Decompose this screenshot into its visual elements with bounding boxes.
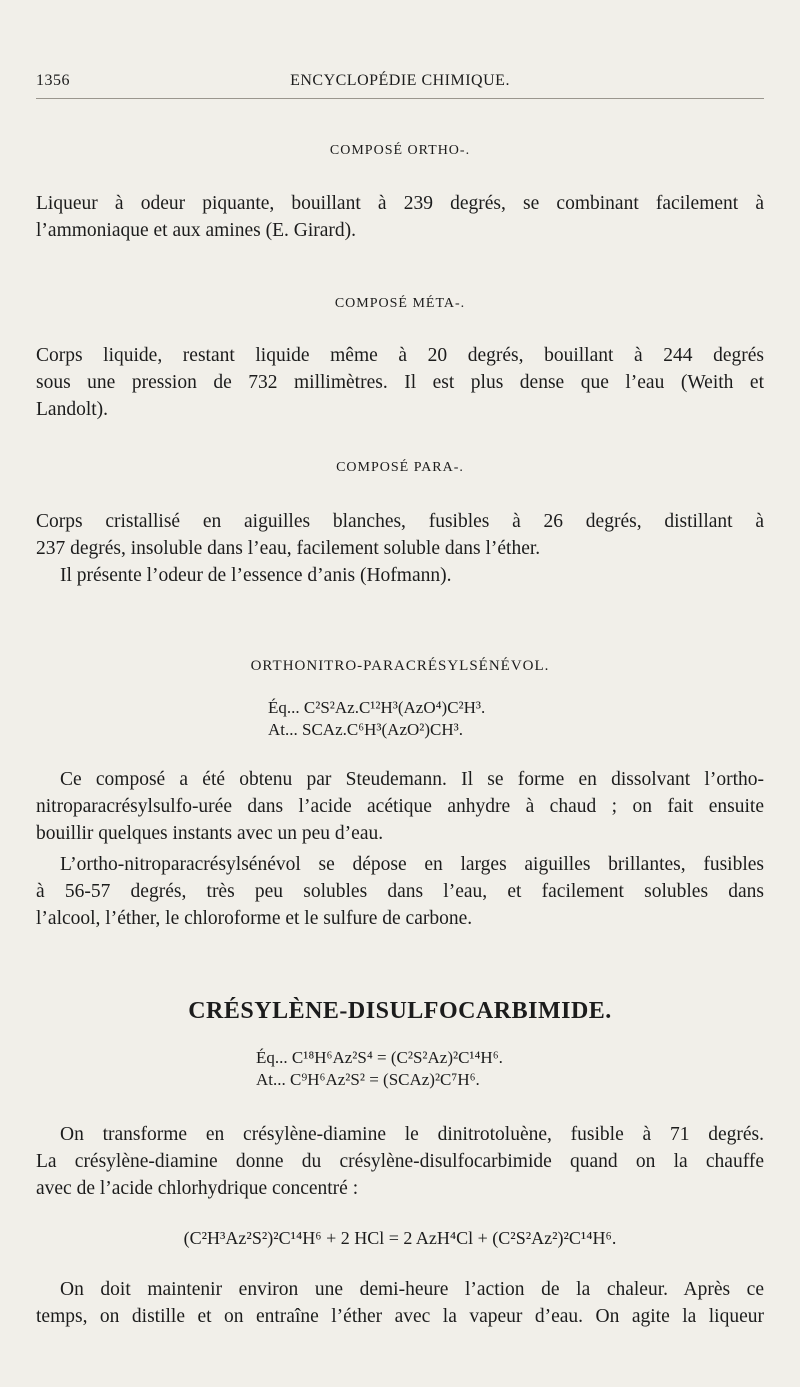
text-line: Corps cristallisé en aiguilles blanches, fusibles à 26 degrés, distillant à — [36, 511, 764, 532]
text-line: La crésylène-diamine donne du crésylène-disulfocarbimide quand on la chauffe — [36, 1151, 764, 1172]
cresylene-at-formula — [256, 1069, 480, 1091]
text-line: Liqueur à odeur piquante, bouillant à 239 degrés, se combinant facilement à — [36, 193, 764, 214]
orthonitro-paragraph-2 — [36, 851, 764, 932]
text-line: Corps liquide, restant liquide même à 20 degrés, bouillant à 244 degrés — [36, 345, 764, 366]
text-line: On transforme en crésylène-diamine le dinitrotoluène, fusible à 71 degrés. — [60, 1124, 764, 1145]
text-line: sous une pression de 732 millimètres. Il est plus dense que l’eau (Weith et — [36, 372, 764, 393]
ortho-heading: COMPOSÉ ORTHO-. — [329, 143, 471, 158]
text-line: bouillir quelques instants avec un peu d’eau. — [36, 823, 384, 844]
at-formula: SCAz.C⁶H³(AzO²)CH³. — [302, 720, 463, 739]
at-formula: C⁹H⁶Az²S² = (SCAz)²C⁷H⁶. — [290, 1070, 480, 1089]
cresylene-paragraph-2 — [36, 1276, 764, 1330]
reaction-equation: (C²H³Az²S²)²C¹⁴H⁶ + 2 HCl = 2 AzH⁴Cl + (C²S²Az²)²C¹⁴H⁶. — [183, 1228, 617, 1248]
text-line: Landolt). — [36, 399, 109, 420]
eq-prefix: Éq... — [268, 698, 300, 717]
page-number: 1356 — [36, 72, 70, 89]
meta-paragraph — [36, 342, 764, 423]
orthonitro-paragraph-1 — [36, 766, 764, 847]
eq-formula: C¹⁸H⁶Az²S⁴ = (C²S²Az)²C¹⁴H⁶. — [291, 1048, 503, 1067]
at-prefix: At... — [268, 720, 298, 739]
cresylene-title: CRÉSYLÈNE-DISULFOCARBIMIDE. — [188, 998, 612, 1024]
ortho-paragraph — [36, 190, 764, 244]
page-header — [36, 72, 764, 96]
orthonitro-at-formula — [268, 719, 463, 741]
orthonitro-eq-formula — [268, 697, 485, 719]
text-line: Il présente l’odeur de l’essence d’anis (Hofmann). — [60, 565, 452, 586]
cresylene-paragraph-1 — [36, 1121, 764, 1202]
eq-formula: C²S²Az.C¹²H³(AzO⁴)C²H³. — [303, 698, 486, 717]
text-line: On doit maintenir environ une demi-heure l’action de la chaleur. Après ce — [60, 1279, 764, 1300]
text-line: l’ammoniaque et aux amines (E. Girard). — [36, 220, 357, 241]
text-line: à 56-57 degrés, très peu solubles dans l’eau, et facilement solubles dans — [36, 881, 764, 902]
para-heading: COMPOSÉ PARA-. — [336, 460, 464, 475]
text-line: avec de l’acide chlorhydrique concentré : — [36, 1178, 359, 1199]
running-title: ENCYCLOPÉDIE CHIMIQUE. — [290, 72, 510, 89]
at-prefix: At... — [256, 1070, 286, 1089]
text-line: l’alcool, l’éther, le chloroforme et le sulfure de carbone. — [36, 908, 473, 929]
text-line: Ce composé a été obtenu par Steudemann. Il se forme en dissolvant l’ortho- — [60, 769, 764, 790]
text-line: L’ortho-nitroparacrésylsénévol se dépose en larges aiguilles brillantes, fusibles — [60, 854, 764, 875]
text-line: temps, on distille et on entraîne l’éther avec la vapeur d’eau. On agite la liqueur — [36, 1306, 764, 1327]
text-line: nitroparacrésylsulfo-urée dans l’acide acétique anhydre à chaud ; on fait ensuite — [36, 796, 764, 817]
cresylene-eq-formula — [256, 1047, 503, 1069]
eq-prefix: Éq... — [256, 1048, 288, 1067]
para-paragraph — [36, 508, 764, 589]
meta-heading: COMPOSÉ MÉTA-. — [334, 296, 466, 311]
header-rule — [36, 98, 764, 99]
text-line: 237 degrés, insoluble dans l’eau, facilement soluble dans l’éther. — [36, 538, 541, 559]
orthonitro-heading: ORTHONITRO-PARACRÉSYLSÉNÉVOL. — [250, 658, 550, 674]
